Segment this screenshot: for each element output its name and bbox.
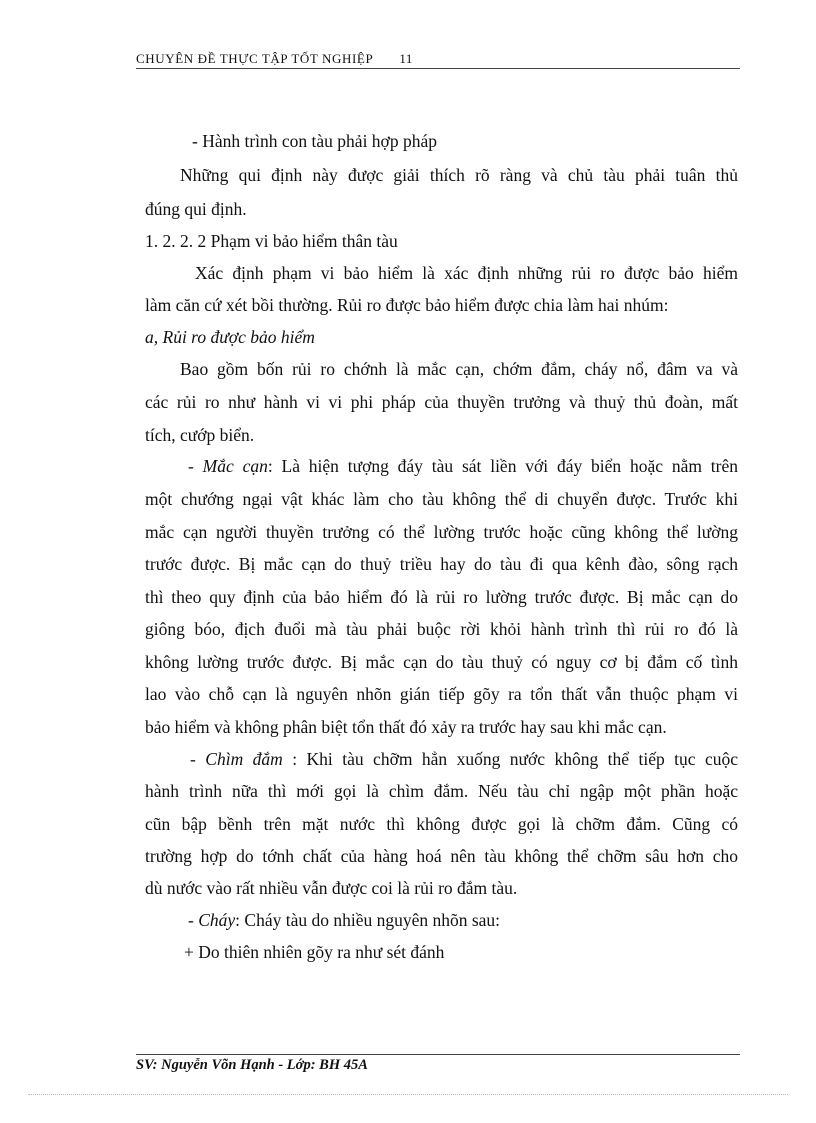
text-line: một chướng ngại vật khác làm cho tàu không thể di chuyển được. Trước khi [145,489,738,509]
text-line [188,909,500,931]
subheading: a, Rủi ro được bảo hiểm [145,327,315,347]
text-line: không lường trước được. Bị mắc cạn do tàu thuỷ có nguy cơ bị đắm cố tình [145,652,738,672]
term-chay: Cháy [198,910,236,930]
term-definition: : Cháy tàu do nhiều nguyên nhõn sau: [235,910,501,930]
page-footer: SV: Nguyễn Võn Hạnh - Lớp: BH 45A [136,1057,368,1073]
bullet-dash: - [188,456,203,476]
text-line: Bao gồm bốn rủi ro chớnh là mắc cạn, chớm đắm, cháy nổ, đâm va và [180,359,738,379]
text-line: + Do thiên nhiên gõy ra như sét đánh [184,942,445,962]
text-line: thì theo quy định của bảo hiểm đó là rủi ro lường trước được. Bị mắc cạn do [145,587,738,607]
text-line: - Hành trình con tàu phải hợp pháp [192,131,437,151]
text-line: trước được. Bị mắc cạn do thuỷ triều hay do tàu đi qua kênh đào, sông rạch [145,554,738,574]
footer-rule [136,1054,740,1055]
text-line: đúng qui định. [145,199,247,219]
term-definition: : Khi tàu chỡm hẳn xuống nước không thể tiếp tục cuộc [282,749,739,769]
text-line [190,748,738,770]
text-line: lao vào chỗ cạn là nguyên nhõn gián tiếp gõy ra tổn thất vẫn thuộc phạm vi [145,684,738,704]
text-line: tích, cướp biển. [145,425,255,445]
text-line: dù nước vào rất nhiều vẫn được coi là rủi ro đắm tàu. [145,878,518,898]
text-line: mắc cạn người thuyền trưởng có thể lường trước hoặc cũng không thể lường [145,522,738,542]
text-line: Những qui định này được giải thích rõ ràng và chủ tàu phải tuân thủ [180,165,738,185]
section-heading: 1. 2. 2. 2 Phạm vi bảo hiểm thân tàu [145,231,398,251]
text-line: làm căn cứ xét bồi thường. Rủi ro được bảo hiểm được chia làm hai nhúm: [145,295,669,315]
text-line: cũn bập bềnh trên mặt nước thì không được gọi là chỡm đắm. Cũng có [145,814,738,834]
term-chim-dam: Chìm đắm [205,749,283,769]
term-definition: : Là hiện tượng đáy tàu sát liền với đáy biển hoặc nằm trên [267,456,738,476]
page-header [136,50,740,69]
header-title: CHUYÊN ĐỀ THỰC TẬP TỐT NGHIỆP [136,51,374,66]
bullet-dash: - [188,910,199,930]
text-line: Xác định phạm vi bảo hiểm là xác định những rủi ro được bảo hiểm [195,263,738,283]
text-line: trường hợp do tớnh chất của hàng hoá nên tàu không thể chỡm sâu hơn cho [145,846,738,866]
text-line: các rủi ro như hành vi vi phi pháp của thuyền trưởng và thuỷ thủ đoàn, mất [145,392,738,412]
text-line: giông bóo, địch đuổi mà tàu phải buộc rời khỏi hành trình thì rủi ro đó là [145,619,738,639]
bullet-dash: - [190,749,206,769]
text-line: hành trình nữa thì mới gọi là chìm đắm. Nếu tàu chỉ ngập một phần hoặc [145,781,738,801]
text-line: bảo hiểm và không phân biệt tổn thất đó xảy ra trước hay sau khi mắc cạn. [145,717,667,737]
text-line [188,455,738,477]
term-mac-can: Mắc cạn [202,456,268,476]
page-edge-dots [28,1094,788,1095]
page-number: 11 [399,51,414,66]
